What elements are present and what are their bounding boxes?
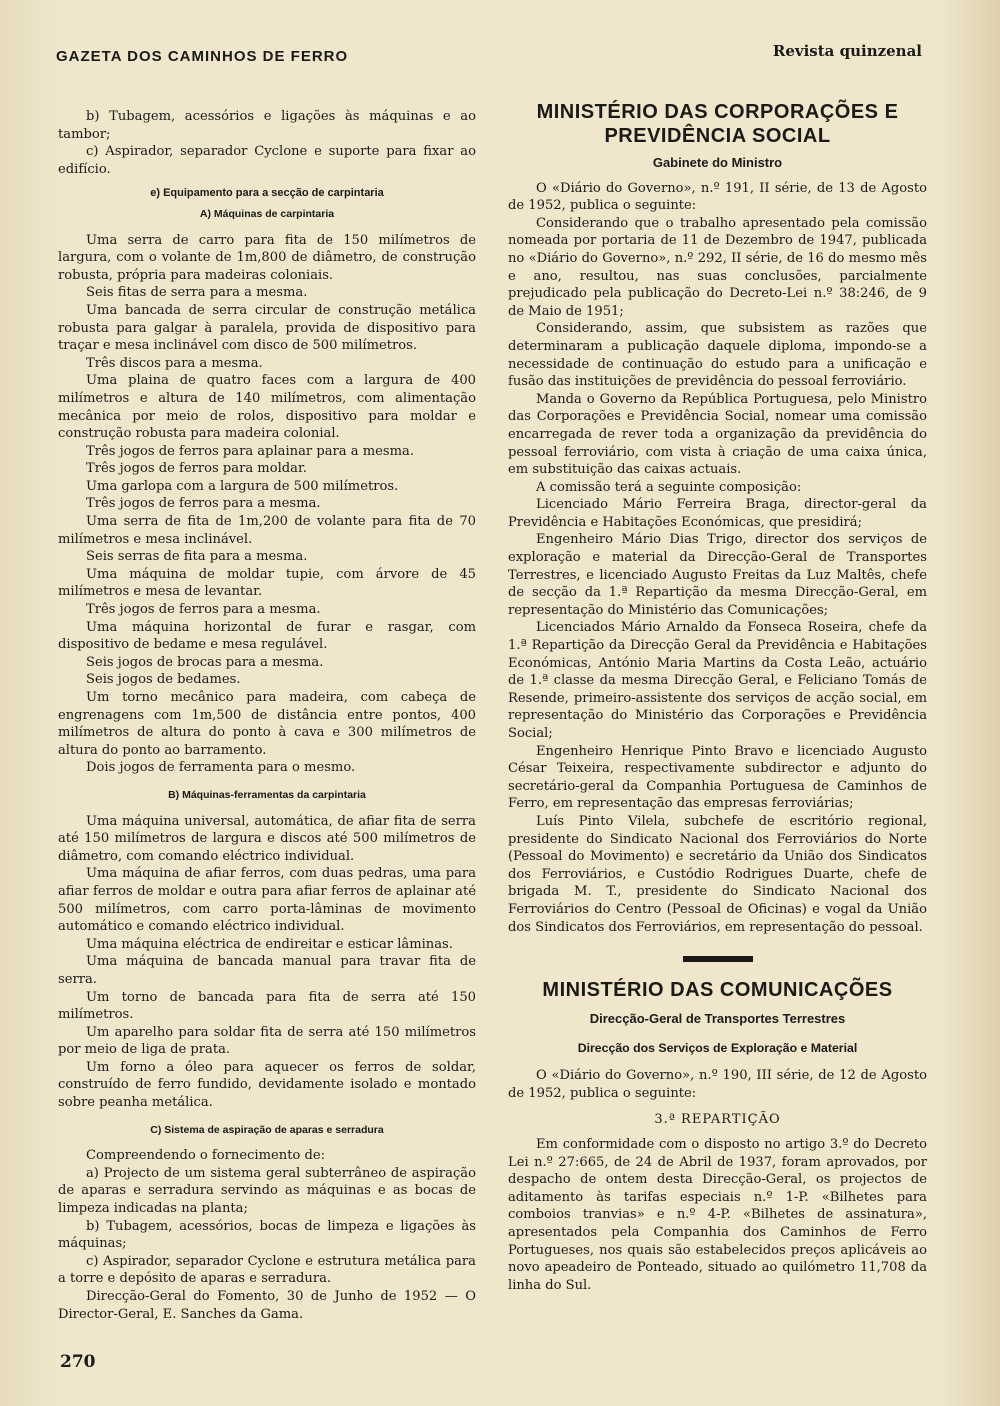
directorate-heading: Direcção-Geral de Transportes Terrestres: [589, 1011, 846, 1027]
page-number: 270: [60, 1352, 96, 1372]
paragraph: A comissão terá a seguinte composição:: [536, 479, 802, 495]
paragraph: c) Aspirador, separador Cyclone e suporte para fixar ao edifício.: [58, 144, 476, 177]
list-item: Um torno mecânico para madeira, com cabeça de engrenagens com 1m,500 de distância entre pontos, 400 milímetros de altura do ponto à cava e 300 milímetros de altura do ponto ao barramento.: [58, 690, 476, 758]
list-item: Um aparelho para soldar fita de serra até 150 milímetros por meio de liga de prata.: [58, 1024, 476, 1058]
subsection-heading: C) Sistema de aspiração de aparas e serradura: [150, 1123, 384, 1136]
list-item: Uma serra de carro para fita de 150 milímetros de largura, com o volante de 1m,800 de diâmetro, de construção robusta, própria para madeiras coloniais.: [58, 232, 476, 283]
ministry-heading: MINISTÉRIO DAS CORPORAÇÕES E PREVIDÊNCIA SOCIAL: [536, 101, 899, 147]
repartition-heading: 3.ª REPARTIÇÃO: [654, 1111, 781, 1127]
paragraph: Em conformidade com o disposto no artigo 3.º do Decreto Lei n.º 27:665, de 24 de Abril de 1937, foram aprovados, por despacho de ontem desta Direcção-Geral, os projectos de aditamento às tarifas especiais n.º 1-P. «Bilhetes para comboios tranvias» e n.º 4-P. «Bilhetes de assinatura», apresentados pela Companhia dos Caminhos de Ferro Portugueses, nos quais são estabelecidos preços aplicáveis ao novo apeadeiro de Ponteado, situado ao quilómetro 11,708 da linha do Sul.: [508, 1137, 927, 1293]
list-item: Compreendendo o fornecimento de:: [86, 1148, 326, 1164]
subsection-heading: B) Máquinas-ferramentas da carpintaria: [168, 788, 366, 801]
list-item: Três discos para a mesma.: [86, 355, 263, 371]
paragraph: Considerando, assim, que subsistem as razões que determinaram a publicação daquele diploma, impondo-se a necessidade de continuação do estudo para a unificação e fusão das instituições de previdência do pessoal ferroviário.: [508, 321, 927, 390]
list-item: Dois jogos de ferramenta para o mesmo.: [86, 760, 356, 776]
paragraph: Engenheiro Mário Dias Trigo, director dos serviços de exploração e material da Direcção-Geral de Transportes Terrestres, e licenciado Augusto Freitas da Luz Maltês, chefe de secção da 1.ª Repartição da mesma Direcção-Geral, em representação do Ministério das Comunicações;: [508, 532, 927, 618]
list-item: Seis jogos de brocas para a mesma.: [86, 654, 324, 670]
list-item: Uma máquina horizontal de furar e rasgar, com dispositivo de bedame e mesa regulável.: [58, 619, 476, 653]
list-item: b) Tubagem, acessórios, bocas de limpeza e ligações às máquinas;: [58, 1218, 476, 1252]
list-item: Um forno a óleo para aquecer os ferros de soldar, construído de ferro fundido, devidamente isolado e montado sobre peanha metálica.: [58, 1059, 476, 1111]
list-item: Uma garlopa com a largura de 500 milímetros.: [86, 478, 399, 494]
list-item: Seis serras de fita para a mesma.: [86, 549, 308, 565]
paragraph: Licenciado Mário Ferreira Braga, director-geral da Previdência e Habitações Económicas, que presidirá;: [508, 497, 927, 530]
list-item: Um torno de bancada para fita de serra até 150 milímetros.: [58, 989, 476, 1023]
journal-title: GAZETA DOS CAMINHOS DE FERRO: [56, 48, 349, 65]
list-item: Uma serra de fita de 1m,200 de volante para fita de 70 milímetros e mesa inclinável.: [58, 514, 476, 547]
cabinet-heading: Gabinete do Ministro: [652, 155, 783, 170]
list-item: Uma máquina de afiar ferros, com duas pedras, uma para afiar ferros de moldar e outra para afiar ferros de aplainar até 500 milímetros, com carro porta-lâminas de movimento automático e comando eléctrico individual.: [58, 866, 476, 935]
list-item: Uma plaina de quatro faces com a largura de 400 milímetros e altura de 140 milímetros, com alimentação mecânica por meio de rolos, dispositivo para moldar e construção robusta para madeira colonial.: [58, 373, 476, 442]
paragraph: Luís Pinto Vilela, subchefe de escritório regional, presidente do Sindicato Nacional dos Ferroviários do Norte (Pessoal do Movimento) e secretário da União dos Sindicatos dos Ferroviários, e Custódio Rodrigues Duarte, chefe de brigada M. T., presidente do Sindicato Nacional dos Ferroviários do Centro (Pessoal de Oficinas) e vogal da União dos Sindicatos dos Ferroviários, em representação do pessoal.: [508, 813, 927, 935]
section-divider: [683, 956, 753, 962]
list-item: c) Aspirador, separador Cyclone e estrutura metálica para a torre e depósito de aparas e serradura.: [58, 1253, 476, 1287]
journal-frequency: Revista quinzenal: [772, 42, 922, 60]
list-item: Uma máquina eléctrica de endireitar e esticar lâminas.: [86, 936, 453, 952]
paragraph: b) Tubagem, acessórios e ligações às máquinas e ao tambor;: [58, 109, 476, 142]
list-item: Uma bancada de serra circular de construção metálica robusta para galgar à paralela, provida de dispositivo para traçar e mesa inclinável com disco de 500 milímetros.: [58, 302, 476, 354]
paragraph: Considerando que o trabalho apresentado pela comissão nomeada por portaria de 11 de Dezembro de 1947, publicada no «Diário do Governo», n.º 292, II série, de 16 do mesmo mês e ano, resultou, nas suas conclusões, parcialmente prejudicado pela publicação do Decreto-Lei n.º 38:246, de 9 de Maio de 1951;: [508, 215, 927, 319]
paragraph: Licenciados Mário Arnaldo da Fonseca Roseira, chefe da 1.ª Repartição da Direcção Geral da Previdência e Habitações Económicas, António Maria Martins da Costa Leão, actuário de 1.ª classe da mesma Direcção Geral, e Feliciano Tomás de Resende, primeiro-assistente dos serviços de acção social, em representação do Ministério das Corporações e Previdência Social;: [508, 620, 927, 741]
list-item: Uma máquina de moldar tupie, com árvore de 45 milímetros e mesa de levantar.: [58, 566, 476, 600]
right-column: [508, 100, 927, 1294]
section-heading: e) Equipamento para a secção de carpintaria: [150, 187, 384, 200]
signature: Direcção-Geral do Fomento, 30 de Junho de 1952 — O Director-Geral, E. Sanches da Gama.: [58, 1289, 476, 1322]
ministry-heading: MINISTÉRIO DAS COMUNICAÇÕES: [542, 979, 893, 1002]
list-item: Três jogos de ferros para aplainar para a mesma.: [86, 443, 414, 459]
paragraph: O «Diário do Governo», n.º 191, II série, de 13 de Agosto de 1952, publica o seguinte:: [508, 180, 927, 214]
list-item: Seis fitas de serra para a mesma.: [86, 285, 308, 301]
paragraph: Engenheiro Henrique Pinto Bravo e licenciado Augusto César Teixeira, respectivamente subdirector e adjunto do secretário-geral da Companhia Portuguesa de Caminhos de Ferro, em representação das empresas ferroviárias;: [508, 743, 927, 812]
list-item: a) Projecto de um sistema geral subterrâneo de aspiração de aparas e serradura servindo as máquinas e as bocas de limpeza indicadas na planta;: [58, 1165, 476, 1217]
left-column: [58, 108, 476, 1323]
list-item: Uma máquina de bancada manual para travar fita de serra.: [58, 954, 476, 987]
subsection-heading: A) Máquinas de carpintaria: [199, 207, 335, 220]
list-item: Três jogos de ferros para moldar.: [86, 461, 307, 477]
list-item: Uma máquina universal, automática, de afiar fita de serra até 150 milímetros de largura e discos até 500 milímetros de diâmetro, com comando eléctrico individual.: [58, 813, 476, 864]
list-item: Seis jogos de bedames.: [86, 672, 241, 688]
list-item: Três jogos de ferros para a mesma.: [86, 496, 321, 512]
paragraph: O «Diário do Governo», n.º 190, III série, de 12 de Agosto de 1952, publica o seguinte:: [508, 1068, 927, 1101]
paragraph: Manda o Governo da República Portuguesa, pelo Ministro das Corporações e Previdência Social, nomear uma comissão encarregada de rever toda a organização da previdência do pessoal ferroviário, com vista à criação de uma caixa única, em substituição das caixas actuais.: [508, 391, 927, 478]
service-heading: Direcção dos Serviços de Exploração e Material: [577, 1040, 858, 1055]
list-item: Três jogos de ferros para a mesma.: [86, 602, 321, 618]
